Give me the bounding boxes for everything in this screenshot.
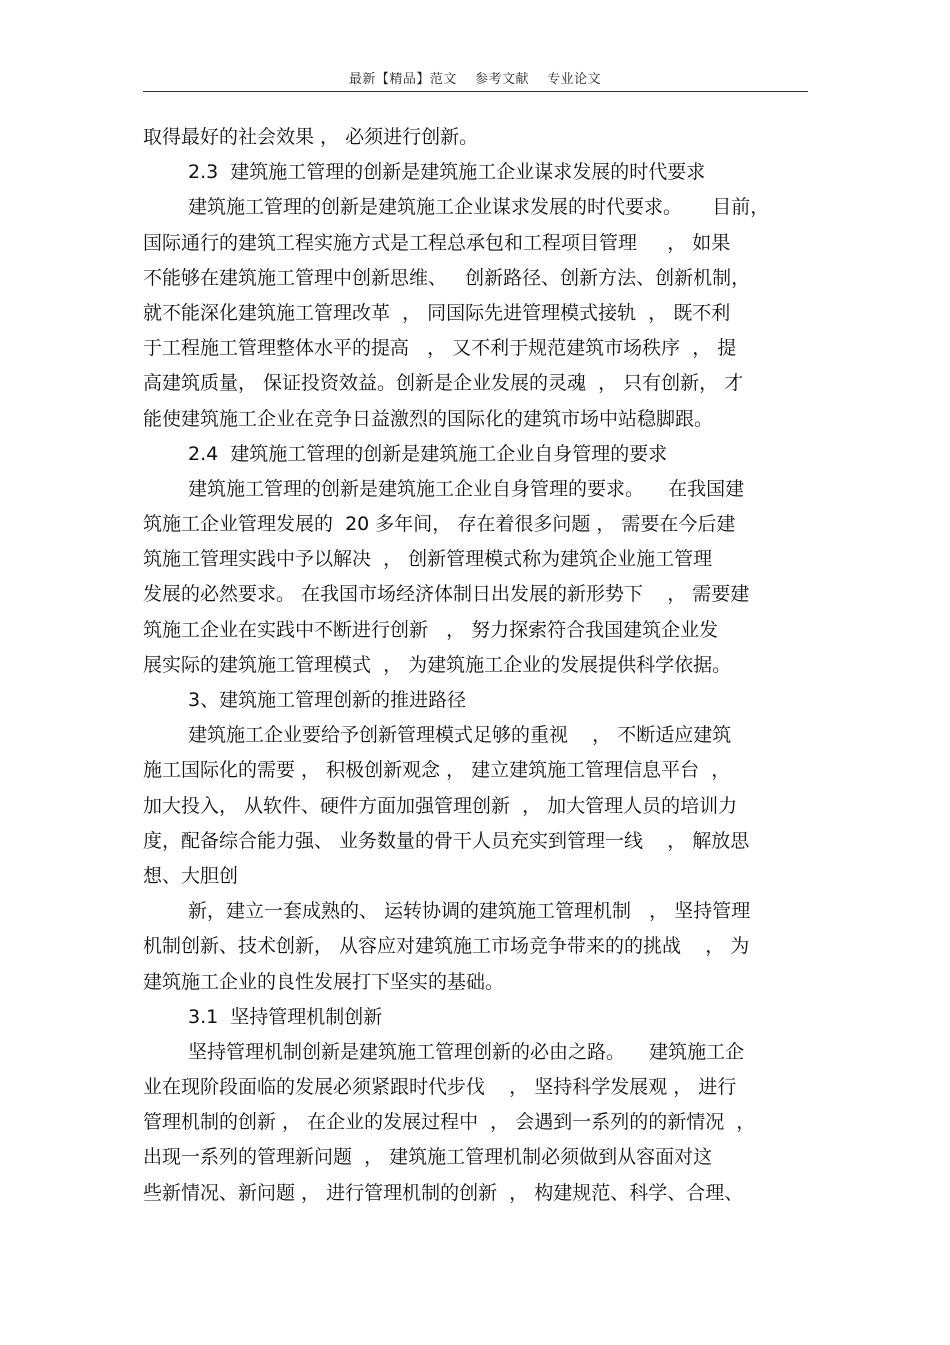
text-line: 建筑施工企业要给予创新管理模式足够的重视 ， 不断适应建筑	[188, 724, 732, 747]
text-line: 施工国际化的需要 ， 积极创新观念 ， 建立建筑施工管理信息平台 ，	[143, 759, 731, 782]
text-line: 取得最好的社会效果 ， 必须进行创新。	[143, 126, 479, 148]
page-header: 最新【精品】范文 参考文献 专业论文	[348, 72, 602, 87]
text-line: 建筑施工企业的良性发展打下坚实的基础。	[143, 970, 505, 993]
text-line: 不能够在建筑施工管理中创新思维、 创新路径、创新方法、创新机制，	[143, 266, 751, 289]
document-body	[143, 120, 808, 1211]
text-line: 就不能深化建筑施工管理改革 ， 同国际先进管理模式接轨 ， 既不利	[143, 301, 731, 324]
text-line: 3.1 坚持管理机制创新	[188, 1005, 383, 1028]
text-line: 想、大胆创	[143, 864, 239, 887]
text-line: 新，建立一套成熟的、 运转协调的建筑施工管理机制 ， 坚持管理	[188, 900, 751, 923]
text-line: 坚持管理机制创新是建筑施工管理创新的必由之路。 建筑施工企	[188, 1040, 745, 1063]
text-line: 管理机制的创新 ， 在企业的发展过程中 ， 会遇到一系列的的新情况 ，	[143, 1111, 756, 1134]
text-line: 加大投入， 从软件、硬件方面加强管理创新 ， 加大管理人员的培训力	[143, 794, 738, 817]
text-line: 筑施工企业管理发展的 20 多年间， 存在着很多问题 ， 需要在今后建	[143, 513, 736, 536]
text-line: 3、建筑施工管理创新的推进路径	[188, 689, 467, 711]
text-line: 于工程施工管理整体水平的提高 ， 又不利于规范建筑市场秩序 ， 提	[143, 337, 737, 360]
header-rule	[143, 91, 808, 92]
text-line: 机制创新、技术创新， 从容应对建筑施工市场竞争带来的的挑战 ， 为	[143, 935, 750, 958]
text-line: 些新情况、新问题 ， 进行管理机制的创新 ， 构建规范、科学、合理、	[143, 1181, 744, 1204]
text-line: 出现一系列的管理新问题 ， 建筑施工管理机制必须做到从容面对这	[143, 1146, 713, 1169]
text-line: 建筑施工管理的创新是建筑施工企业自身管理的要求。 在我国建	[188, 477, 745, 500]
text-line: 度，配备综合能力强、 业务数量的骨干人员充实到管理一线 ， 解放思	[143, 829, 750, 852]
text-line: 建筑施工管理的创新是建筑施工企业谋求发展的时代要求。 目前，	[188, 196, 770, 219]
text-line: 能使建筑施工企业在竞争日益激烈的国际化的建筑市场中站稳脚跟。	[143, 407, 714, 430]
text-line: 发展的必然要求。 在我国市场经济体制日出发展的新形势下 ， 需要建	[143, 583, 750, 606]
text-line: 高建筑质量， 保证投资效益。创新是企业发展的灵魂 ， 只有创新， 才	[143, 372, 744, 395]
text-line: 国际通行的建筑工程实施方式是工程总承包和工程项目管理 ， 如果	[143, 231, 731, 254]
text-line: 展实际的建筑施工管理模式 ， 为建筑施工企业的发展提供科学依据。	[143, 653, 732, 676]
text-line: 筑施工企业在实践中不断进行创新 ， 努力探索符合我国建筑企业发	[143, 618, 719, 641]
text-line: 业在现阶段面临的发展必须紧跟时代步伐 ， 坚持科学发展观 ， 进行	[143, 1076, 737, 1099]
text-line: 2.3 建筑施工管理的创新是建筑施工企业谋求发展的时代要求	[188, 161, 706, 184]
text-line: 2.4 建筑施工管理的创新是建筑施工企业自身管理的要求	[188, 442, 668, 465]
text-line: 筑施工管理实践中予以解决 ， 创新管理模式称为建筑企业施工管理	[143, 548, 713, 571]
